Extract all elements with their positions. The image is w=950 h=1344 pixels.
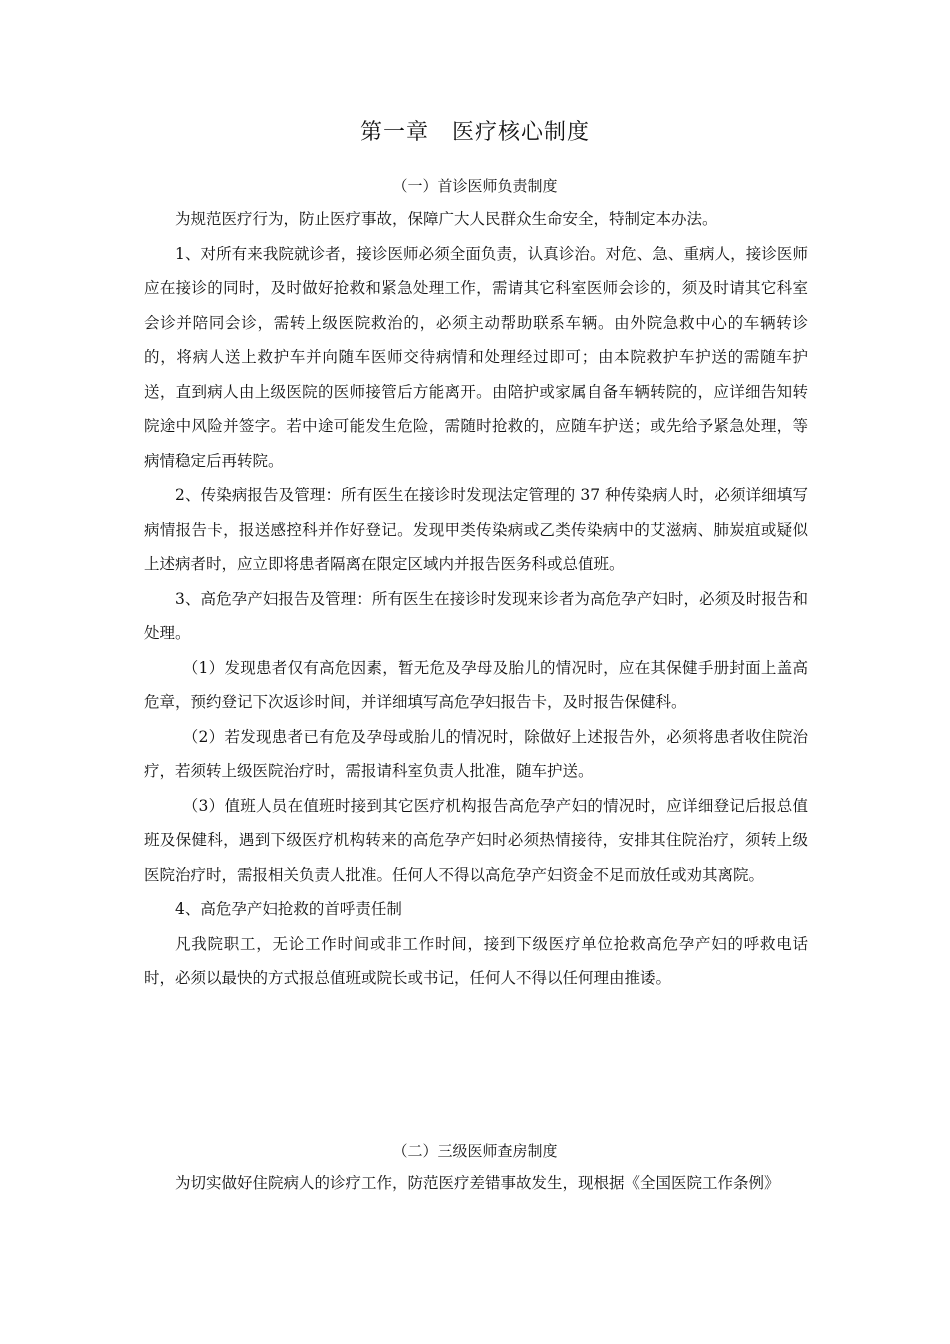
paragraph: 为规范医疗行为，防止医疗事故，保障广大人民群众生命安全，特制定本办法。: [175, 210, 718, 228]
paragraph: （3）值班人员在值班时接到其它医疗机构报告高危孕产妇的情况时，应详细登记后报总值班及保健科，遇到下级医疗机构转来的高危孕产妇时必须热情接待，安排其住院治疗，须转上级医院治疗时，需报相关负责人批准。任何人不得以高危孕产妇资金不足而放任或劝其离院。: [144, 796, 808, 884]
paragraph: 为切实做好住院病人的诊疗工作，防范医疗差错事故发生，现根据《全国医院工作条例》: [175, 1174, 780, 1192]
paragraph: 4、高危孕产妇抢救的首呼责任制: [175, 900, 402, 918]
section-body: [144, 202, 808, 996]
paragraph: 2、传染病报告及管理：所有医生在接诊时发现法定管理的 37 种传染病人时，必须详细填写病情报告卡，报送感控科并作好登记。发现甲类传染病或乙类传染病中的艾滋病、肺炭疽或疑似上述病者时，应立即将患者隔离在限定区域内并报告医务科或总值班。: [144, 486, 808, 573]
paragraph: （1）发现患者仅有高危因素，暂无危及孕母及胎儿的情况时，应在其保健手册封面上盖高危章，预约登记下次返诊时间，并详细填写高危孕妇报告卡，及时报告保健科。: [144, 658, 808, 711]
section-heading: （一）首诊医师负责制度: [392, 177, 558, 195]
paragraph: 1、对所有来我院就诊者，接诊医师必须全面负责，认真诊治。对危、急、重病人，接诊医师应在接诊的同时，及时做好抢救和紧急处理工作，需请其它科室医师会诊的，须及时请其它科室会诊并陪同会诊，需转上级医院救治的，必须主动帮助联系车辆。由外院急救中心的车辆转诊的，将病人送上救护车并向随车医师交待病情和处理经过即可；由本院救护车护送的需随车护送，直到病人由上级医院的医师接管后方能离开。由陪护或家属自备车辆转院的，应详细告知转院途中风险并签字。若中途可能发生危险，需随时抢救的，应随车护送；或先给予紧急处理，等病情稳定后再转院。: [144, 244, 808, 470]
paragraph: 凡我院职工，无论工作时间或非工作时间，接到下级医疗单位抢救高危孕产妇的呼救电话时，必须以最快的方式报总值班或院长或书记，任何人不得以任何理由推诿。: [144, 934, 808, 987]
paragraph: （2）若发现患者已有危及孕母或胎儿的情况时，除做好上述报告外，必须将患者收住院治疗，若须转上级医院治疗时，需报请科室负责人批准，随车护送。: [144, 727, 808, 780]
chapter-title: 第一章 医疗核心制度: [359, 120, 590, 145]
section-body: [144, 1166, 808, 1201]
paragraph: 3、高危孕产妇报告及管理：所有医生在接诊时发现来诊者为高危孕产妇时，必须及时报告和处理。: [144, 589, 808, 642]
section-heading: （二）三级医师查房制度: [392, 1142, 558, 1160]
